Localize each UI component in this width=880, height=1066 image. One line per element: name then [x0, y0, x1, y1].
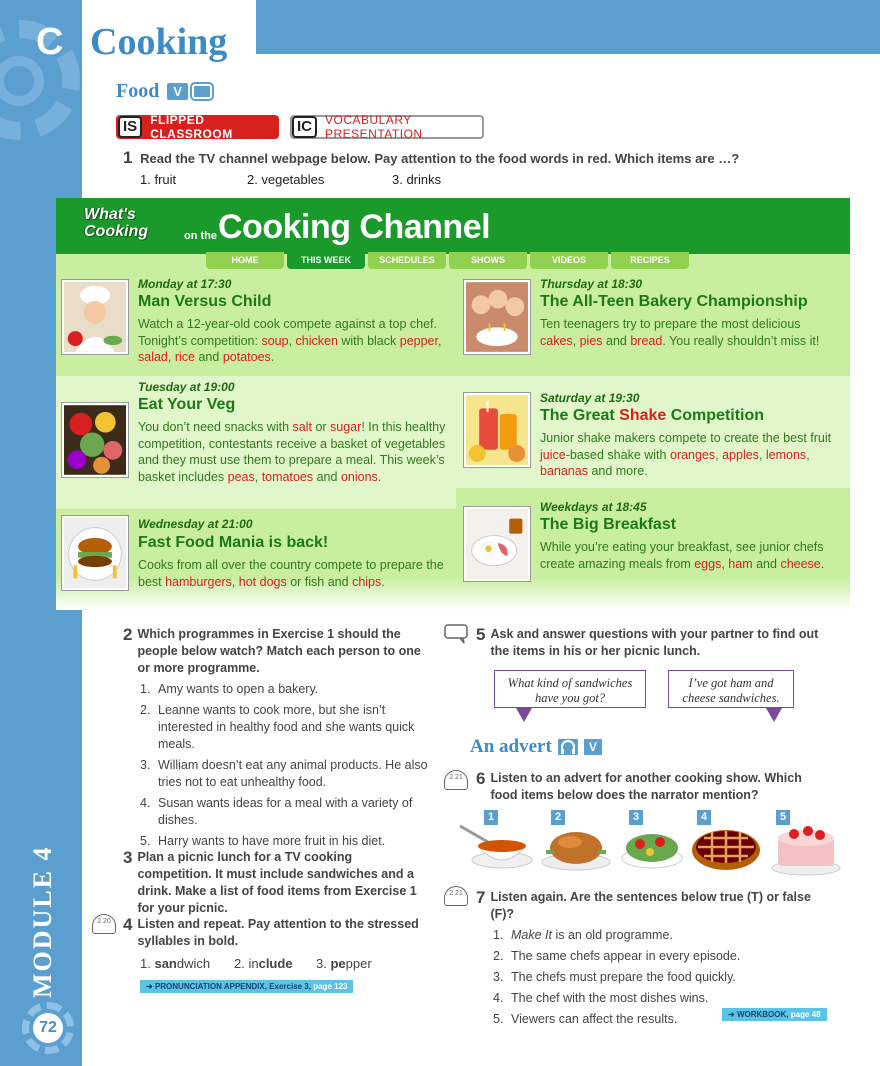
advert-label: An advert	[470, 736, 552, 757]
chef-child-photo	[62, 280, 128, 354]
show-day: Thursday at 18:30	[540, 277, 643, 291]
exercise-6	[476, 770, 821, 804]
show-day: Weekdays at 18:45	[540, 500, 647, 514]
option: 1. fruit	[140, 172, 177, 187]
vegetables-photo	[62, 403, 128, 477]
exercise-2-list	[140, 681, 428, 850]
food-number: 4	[697, 810, 711, 825]
list-item: 5. Viewers can affect the results.	[493, 1012, 678, 1026]
exercise-heading	[476, 889, 821, 923]
pie-image	[690, 820, 762, 872]
exercise-text: Listen again. Are the sentences below true (T) or false (F)?	[490, 890, 811, 921]
nav-recipes[interactable]: RECIPES	[611, 252, 689, 269]
show-title: The All-Teen Bakery Championship	[540, 293, 808, 310]
breakfast-photo	[464, 507, 530, 581]
page-number-gear	[22, 1002, 74, 1054]
nav-home[interactable]: HOME	[206, 252, 284, 269]
cake-image	[770, 820, 842, 876]
list-item: 4. Susan wants ideas for a meal with a variety of dishes.	[140, 796, 413, 827]
show-title: Fast Food Mania is back!	[138, 534, 329, 551]
teens-cake-photo	[464, 280, 530, 354]
advert-heading	[470, 736, 602, 758]
exercise-number: 4	[123, 915, 133, 934]
nav-shows[interactable]: SHOWS	[449, 252, 527, 269]
pronunciation-appendix-link[interactable]: ➜ PRONUNCIATION APPENDIX, Exercise 3, page 123	[140, 980, 353, 993]
channel-logo	[84, 206, 148, 240]
exercise-text: Which programmes in Exercise 1 should the people below watch? Match each person to one or more programme.	[137, 627, 421, 675]
list-item: 2. Leanne wants to cook more, but she isn’t interested in healthy food and she wants quick meals.	[140, 703, 415, 751]
nav-videos[interactable]: VIDEOS	[530, 252, 608, 269]
section-letter: C	[36, 21, 64, 63]
page-number: 72	[33, 1013, 63, 1043]
list-item: 1. Make It is an old programme.	[493, 928, 673, 942]
option: 3. drinks	[392, 172, 442, 187]
roast-chicken-image	[540, 820, 612, 872]
headphones-icon[interactable]: 2 20	[92, 914, 116, 934]
badge-code: IC	[292, 116, 317, 138]
show-title: Eat Your Veg	[138, 396, 236, 413]
list-item: 4. The chef with the most dishes wins.	[493, 991, 709, 1005]
channel-name: Cooking Channel	[218, 208, 491, 246]
vocabulary-badge: V	[584, 739, 602, 755]
badge-label: FLIPPED CLASSROOM	[150, 113, 233, 141]
list-item: 2. The same chefs appear in every episode.	[493, 949, 741, 963]
badge-label: VOCABULARY PRESENTATION	[325, 113, 423, 141]
show-desc: Ten teenagers try to prepare the most delicious cakes, pies and bread. You really shouldn’t miss it!	[540, 317, 820, 348]
section-title: Cooking	[90, 21, 228, 63]
exercise-heading	[123, 626, 428, 677]
show-title: The Great Shake Competition	[540, 407, 765, 424]
bubble-tail	[516, 708, 532, 722]
list-item: 5. Harry wants to have more fruit in his diet.	[140, 834, 386, 848]
vocabulary-badge: V	[167, 83, 188, 100]
headphones-icon[interactable]: 2 21	[444, 886, 468, 906]
show-desc: Cooks from all over the country compete to prepare the best hamburgers, hot dogs or fish and chips.	[138, 558, 444, 589]
list-item: 3. William doesn’t eat any animal products. He also tries not to eat unhealthy food.	[140, 758, 428, 789]
flipped-classroom-badge[interactable]	[116, 115, 279, 139]
exercise-text: Plan a picnic lunch for a TV cooking competition. It must include sandwiches and a drink. Make a list of food items from Exercise 1 for your picnic.	[137, 850, 417, 915]
show-day: Wednesday at 21:00	[138, 517, 253, 531]
cooking-channel-webpage	[56, 198, 850, 610]
option: 2. vegetables	[247, 172, 325, 187]
bubble-tail	[766, 708, 782, 722]
logo-on-the: on the	[184, 230, 217, 242]
exercise-heading	[123, 916, 423, 950]
food-number: 3	[629, 810, 643, 825]
exercise-number: 1	[123, 148, 133, 167]
headphones-icon[interactable]: 2 21	[444, 770, 468, 790]
nav-this-week[interactable]: THIS WEEK	[287, 252, 365, 269]
exercise-heading	[476, 770, 821, 804]
fast-food-photo	[62, 516, 128, 590]
show-title: Man Versus Child	[138, 293, 272, 310]
exercise-2	[123, 626, 428, 854]
list-item: 3. The chefs must prepare the food quickly.	[493, 970, 736, 984]
fruit-shake-photo	[464, 393, 530, 467]
food-heading	[116, 80, 212, 103]
exercise-text: Listen to an advert for another cooking show. Which food items below does the narrator mention?	[490, 771, 802, 802]
header-band	[256, 0, 880, 54]
exercise-text: Listen and repeat. Pay attention to the stressed syllables in bold.	[137, 917, 419, 948]
exercise-heading	[476, 626, 821, 660]
food-number: 5	[776, 810, 790, 825]
show-desc: While you’re eating your breakfast, see junior chefs create amazing meals from eggs, ham and cheese.	[540, 540, 825, 571]
badge-code: IS	[118, 116, 142, 138]
list-item: 1. Amy wants to open a bakery.	[140, 682, 319, 696]
exercise-1	[123, 148, 739, 168]
speech-bubble-question: What kind of sandwiches have you got?	[494, 670, 646, 708]
speech-bubble-icon	[444, 624, 468, 644]
channel-nav	[206, 252, 692, 269]
show-desc: Junior shake makers compete to create the best fruit juice-based shake with oranges, apples, lemons, bananas and more.	[540, 431, 832, 478]
nav-schedules[interactable]: SCHEDULES	[368, 252, 446, 269]
vocabulary-presentation-badge[interactable]	[290, 115, 484, 139]
workbook-link[interactable]: ➜ WORKBOOK, page 48	[722, 1008, 827, 1021]
show-day: Monday at 17:30	[138, 277, 232, 291]
module-label: MODULE 4	[28, 845, 57, 998]
exercise-number: 5	[476, 625, 486, 644]
stress-word: 3. pepper	[316, 956, 372, 971]
logo-line: Cooking	[84, 223, 148, 240]
stress-word: 2. include	[234, 956, 293, 971]
exercise-1-options	[140, 172, 441, 187]
soup-bowl-image	[458, 820, 534, 872]
exercise-4	[123, 916, 423, 971]
exercise-heading	[123, 849, 423, 917]
show-desc: Watch a 12-year-old cook compete against a top chef. Tonight’s competition: soup, chicken with black pepper, salad, rice and potatoes.	[138, 317, 442, 364]
speech-bubble-icon	[192, 84, 212, 99]
exercise-number: 2	[123, 625, 133, 644]
exercise-number: 3	[123, 848, 133, 867]
exercise-number: 6	[476, 769, 486, 788]
food-heading-label: Food	[116, 80, 160, 102]
exercise-number: 7	[476, 888, 486, 907]
exercise-text: Ask and answer questions with your partner to find out the items in his or her picnic lunch.	[490, 627, 819, 658]
salad-image	[620, 820, 684, 872]
show-day: Saturday at 19:30	[540, 391, 640, 405]
speech-bubble-answer: I’ve got ham and cheese sandwiches.	[668, 670, 794, 708]
show-title: The Big Breakfast	[540, 516, 677, 533]
food-number: 2	[551, 810, 565, 825]
headphones-icon	[558, 739, 578, 755]
exercise-3	[123, 849, 423, 917]
exercise-text: Read the TV channel webpage below. Pay attention to the food words in red. Which items are …?	[140, 151, 740, 166]
show-day: Tuesday at 19:00	[138, 380, 235, 394]
channel-header	[56, 198, 850, 254]
food-number: 1	[484, 810, 498, 825]
stress-word: 1. sandwich	[140, 956, 211, 971]
logo-line: What's	[84, 206, 136, 223]
exercise-5	[476, 626, 821, 660]
stress-words	[140, 956, 423, 971]
show-desc: You don’t need snacks with salt or sugar! In this healthy competition, contestants receive a basket of vegetables and they must use them to prepare a meal. This week’s basket includes peas, tomatoes and onions.	[138, 420, 446, 484]
